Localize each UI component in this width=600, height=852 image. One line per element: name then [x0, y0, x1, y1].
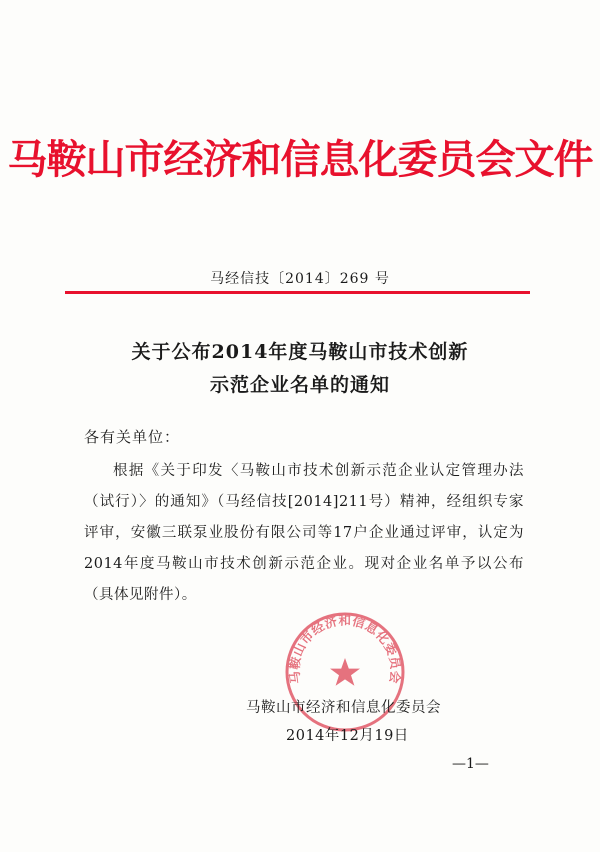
notice-title [0, 336, 600, 402]
signature-issuer: 马鞍山市经济和信息化委员会 [246, 700, 441, 716]
red-divider-line [65, 291, 530, 294]
star-icon [330, 658, 360, 686]
document-number: 马经信技〔2014〕269 号 [210, 271, 390, 287]
notice-title-line-1: 关于公布2014年度马鞍山市技术创新 [131, 341, 469, 363]
salutation: 各有关单位： [84, 428, 181, 446]
notice-title-line-2: 示范企业名单的通知 [209, 374, 390, 396]
issue-date: 2014年12月19日 [286, 728, 409, 744]
issuer-masthead: 马鞍山市经济和信息化委员会文件 [7, 136, 593, 183]
notice-body [84, 456, 524, 611]
body-paragraph: 根据《关于印发〈马鞍山市技术创新示范企业认定管理办法（试行）〉的通知》（马经信技[2014]211号）精神，经组织专家评审，安徽三联泵业股份有限公司等17户企业通过评审，认定为2014年度马鞍山市技术创新示范企业。现对企业名单予以公布（具体见附件）。 [84, 463, 524, 603]
page-number: —1— [452, 756, 489, 772]
seal-text: 马鞍山市经济和信息化委员会 [286, 612, 404, 685]
